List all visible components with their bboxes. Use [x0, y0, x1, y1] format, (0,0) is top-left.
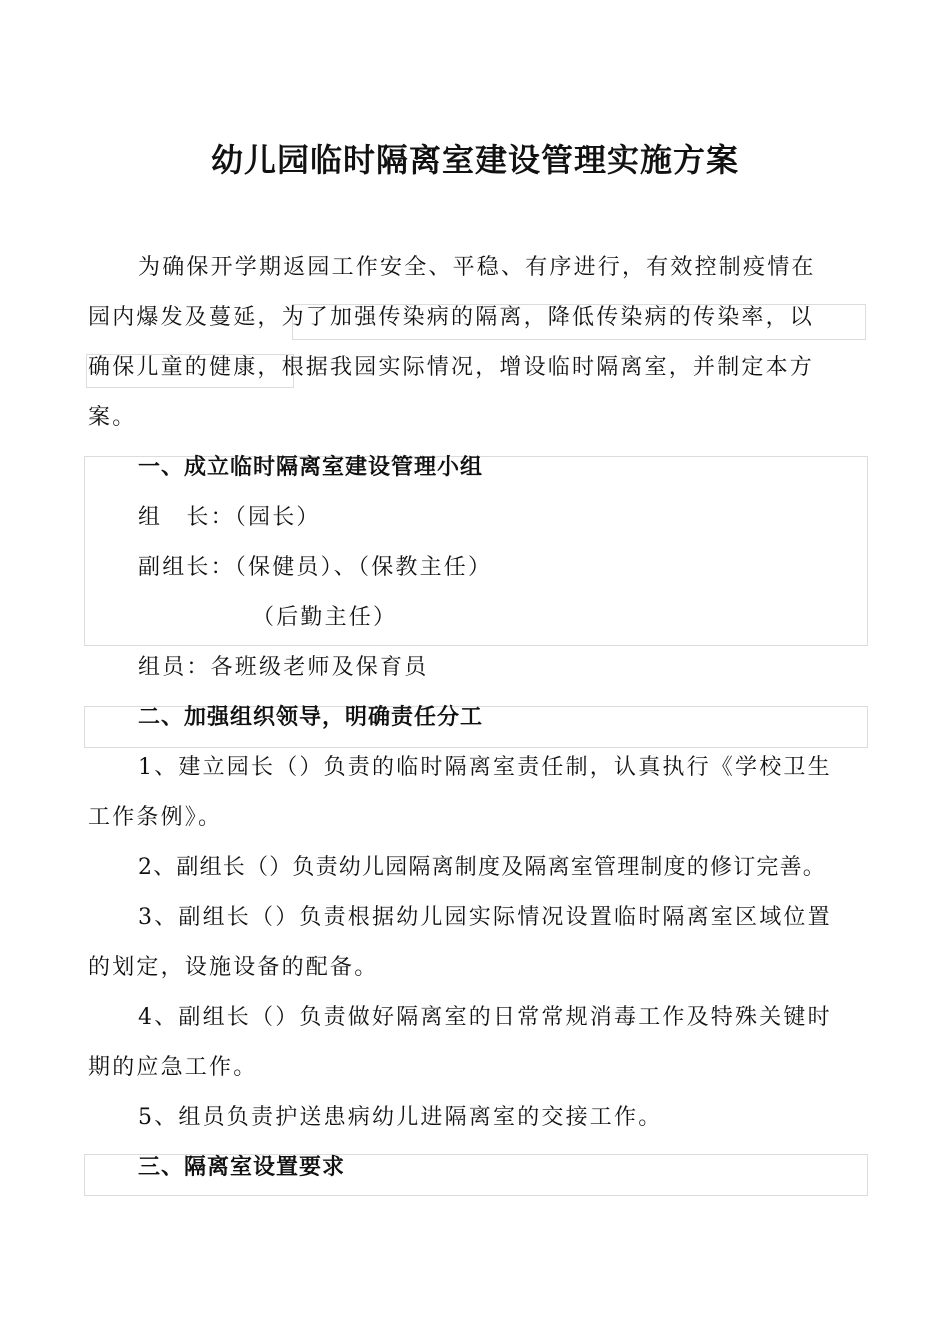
list-item: 2、副组长（）负责幼儿园隔离制度及隔离室管理制度的修订完善。	[138, 855, 826, 880]
list-item-continuation: 工作条例》。	[88, 805, 223, 830]
list-item: 1、建立园长（）负责的临时隔离室责任制，认真执行《学校卫生	[138, 755, 832, 780]
group-deputy-2: （后勤主任）	[252, 605, 398, 630]
document-title: 幼儿园临时隔离室建设管理实施方案	[210, 141, 739, 179]
intro-line: 为确保开学期返园工作安全、平稳、有序进行，有效控制疫情在	[138, 255, 816, 280]
list-item: 3、副组长（）负责根据幼儿园实际情况设置临时隔离室区域位置	[138, 905, 832, 930]
list-item-continuation: 期的应急工作。	[88, 1055, 258, 1080]
list-item: 5、组员负责护送患病幼儿进隔离室的交接工作。	[138, 1105, 663, 1130]
intro-line: 案。	[88, 405, 137, 430]
section-heading: 三、隔离室设置要求	[138, 1155, 346, 1180]
intro-line: 园内爆发及蔓延，为了加强传染病的隔离，降低传染病的传染率，以	[88, 305, 815, 330]
group-deputy: 副组长：（保健员）、（保教主任）	[138, 555, 493, 580]
group-leader: 组 长：（园长）	[138, 505, 321, 530]
section-heading: 一、成立临时隔离室建设管理小组	[138, 455, 484, 480]
section-heading: 二、加强组织领导，明确责任分工	[138, 705, 484, 730]
list-item-continuation: 的划定，设施设备的配备。	[88, 955, 379, 980]
intro-line: 确保儿童的健康，根据我园实际情况，增设临时隔离室，并制定本方	[88, 355, 815, 380]
list-item: 4、副组长（）负责做好隔离室的日常常规消毒工作及特殊关键时	[138, 1005, 832, 1030]
document-body	[88, 243, 868, 1193]
group-members: 组员：各班级老师及保育员	[138, 655, 429, 680]
